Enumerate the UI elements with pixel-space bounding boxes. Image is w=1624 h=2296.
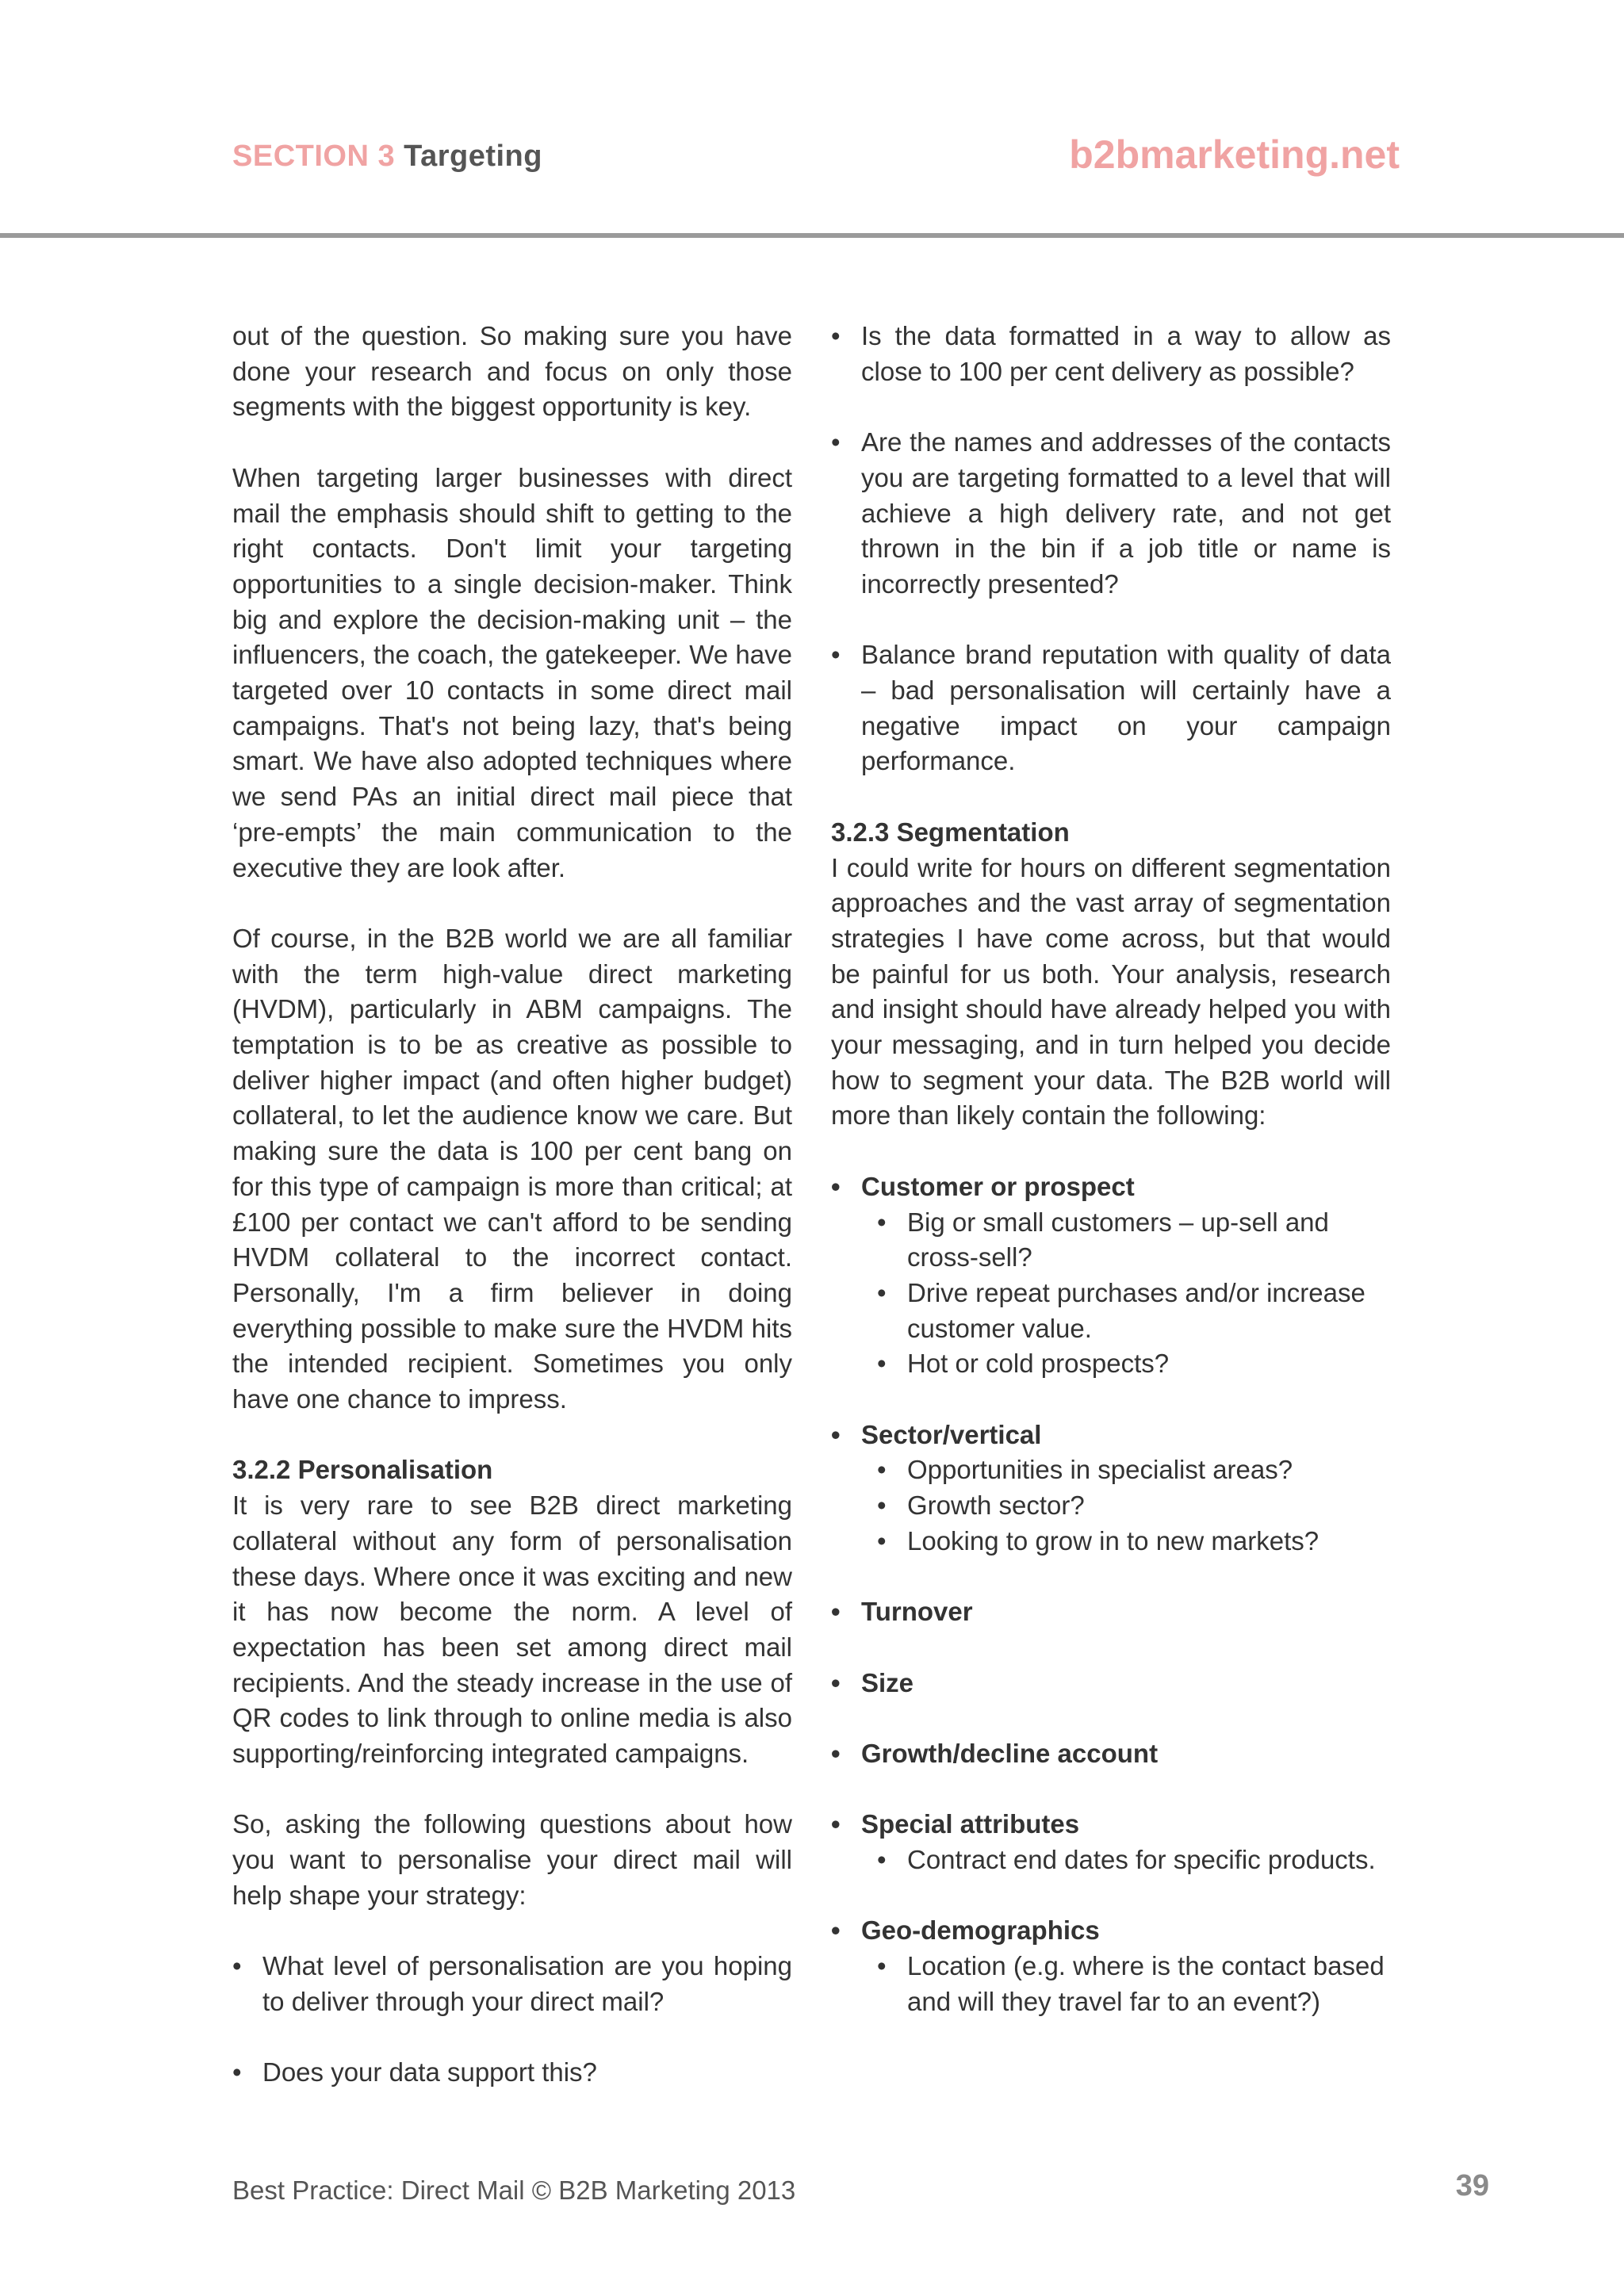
bullet-icon: • (831, 427, 841, 457)
list-item-text: Does your data support this? (262, 2057, 597, 2087)
footer-credit: Best Practice: Direct Mail © B2B Marketing 2013 (232, 2175, 796, 2205)
sub-item (877, 1488, 1391, 1524)
site-name: b2bmarketing.net (1069, 132, 1400, 177)
bullet-icon: • (831, 1171, 841, 1201)
sub-item-text: Contract end dates for specific products. (907, 1845, 1376, 1875)
segment-title: Sector/vertical (861, 1419, 1042, 1449)
bullet-icon: • (877, 1207, 887, 1237)
segment-item (831, 1913, 1391, 2019)
segment-item (831, 1807, 1391, 1877)
list-item (831, 637, 1391, 779)
segment-title: Customer or prospect (861, 1171, 1135, 1201)
segment-item (831, 1418, 1391, 1559)
sub-item-text: Big or small customers – up-sell and cross-sell? (907, 1207, 1329, 1272)
list-item-text: Are the names and addresses of the contacts you are targeting formatted to a level that will achieve a high delivery rate, and not get thrown in the bin if a job title or name is incorrectly presented? (861, 427, 1391, 599)
bullet-icon: • (831, 1739, 841, 1768)
segment-sublist (861, 1205, 1391, 1383)
paragraph: I could write for hours on different segmentation approaches and the vast array of segmentation strategies I have come across, but that would be painful for us both. Your analysis, research and insight should have already helped you with your messaging, and in turn helped you decide how to segment your data. The B2B world will more than likely contain the following: (831, 852, 1391, 1131)
bullet-icon: • (831, 1915, 841, 1946)
sub-item (877, 1843, 1391, 1878)
paragraph: So, asking the following questions about how you want to personalise your direct mail will help shape your strategy: (232, 1809, 792, 1910)
heading-personalisation: 3.2.2 Personalisation (232, 1455, 493, 1485)
list-item (831, 425, 1391, 603)
segment-item (831, 1594, 1391, 1630)
segment-sublist (861, 1949, 1391, 2019)
bullet-icon: • (232, 1951, 242, 1981)
sub-item-text: Location (e.g. where is the contact based and will they travel far to an event?) (907, 1951, 1385, 2016)
segment-item (831, 1736, 1391, 1772)
list-item (232, 2055, 792, 2091)
paragraph: out of the question. So making sure you have done your research and focus on only those segments with the biggest opportunity is key. (232, 321, 792, 422)
section-title: Targeting (404, 140, 542, 173)
sub-item (877, 1276, 1391, 1346)
sub-item (877, 1346, 1391, 1382)
sub-item-text: Hot or cold prospects? (907, 1349, 1170, 1379)
bullet-icon: • (831, 1667, 841, 1697)
sub-item-text: Opportunities in specialist areas? (907, 1455, 1293, 1485)
segment-title: Size (861, 1667, 914, 1697)
bullet-icon: • (877, 1525, 887, 1556)
bullet-icon: • (831, 1419, 841, 1449)
bullet-icon: • (831, 640, 841, 670)
segment-item (831, 1169, 1391, 1382)
bullet-icon: • (877, 1951, 887, 1981)
segment-title: Turnover (861, 1597, 973, 1627)
paragraph: When targeting larger businesses with direct mail the emphasis should shift to getting to the right contacts. Don't limit your targeting opportunities to a single decision-maker. Think big and explore the decision-making unit – the influencers, the coach, the gatekeeper. We have targeted over 10 contacts in some direct mail campaigns. That's not being lazy, that's being smart. We have also adopted techniques where we send PAs an initial direct mail piece that ‘pre-empts’ the main communication to the executive they are look after. (232, 462, 792, 882)
bullet-icon: • (831, 1809, 841, 1839)
segment-sublist (861, 1452, 1391, 1559)
segment-title: Geo-demographics (861, 1915, 1100, 1946)
list-item-text: Balance brand reputation with quality of data – bad personalisation will certainly have a negative impact on your campaign performance. (861, 640, 1391, 776)
sub-item (877, 1949, 1391, 2019)
sub-item (877, 1524, 1391, 1559)
sub-item (877, 1205, 1391, 1276)
segment-list (831, 1169, 1391, 2020)
bullet-icon: • (877, 1490, 887, 1521)
bullet-icon: • (877, 1277, 887, 1307)
page-header (0, 0, 1624, 235)
segment-item (831, 1666, 1391, 1701)
section-label (232, 140, 542, 174)
segment-title: Growth/decline account (861, 1739, 1159, 1768)
bullet-icon: • (877, 1455, 887, 1485)
bullet-icon: • (232, 2057, 242, 2087)
list-item-text: Is the data formatted in a way to allow as close to 100 per cent delivery as possible? (861, 321, 1391, 386)
page-number: 39 (1455, 2169, 1489, 2202)
sub-item-text: Growth sector? (907, 1490, 1085, 1521)
list-item (831, 319, 1391, 389)
sub-item-text: Drive repeat purchases and/or increase customer value. (907, 1277, 1365, 1343)
bullet-icon: • (877, 1349, 887, 1379)
paragraph: It is very rare to see B2B direct marketing collateral without any form of personalisation these days. Where once it was exciting and new it has now become the norm. A level of expectation has been set among direct mail recipients. And the steady increase in the use of QR codes to link through to online media is also supporting/reinforcing integrated campaigns. (232, 1490, 792, 1769)
paragraph: Of course, in the B2B world we are all familiar with the term high-value direct marketing (HVDM), particularly in ABM campaigns. The temptation is to be as creative as possible to deliver higher impact (and often higher budget) collateral, to let the audience know we care. But making sure the data is 100 per cent bang on for this type of campaign is more than critical; at £100 per contact we can't afford to be sending HVDM collateral to the incorrect contact. Personally, I'm a firm believer in doing everything possible to make sure the HVDM hits the intended recipient. Sometimes you only have one chance to impress. (232, 923, 792, 1414)
list-item-text: What level of personalisation are you hoping to deliver through your direct mail? (262, 1951, 792, 2016)
header-divider (0, 233, 1624, 238)
heading-segmentation: 3.2.3 Segmentation (831, 817, 1070, 847)
data-questions (831, 319, 1391, 779)
bullet-icon: • (877, 1845, 887, 1875)
section-number: SECTION 3 (232, 140, 396, 173)
personalisation-questions (232, 1949, 792, 2091)
segment-sublist (861, 1843, 1391, 1878)
sub-item-text: Looking to grow in to new markets? (907, 1525, 1320, 1556)
sub-item (877, 1452, 1391, 1488)
left-column (232, 319, 792, 2126)
segment-title: Special attributes (861, 1809, 1080, 1839)
right-column (831, 319, 1391, 2055)
bullet-icon: • (831, 321, 841, 350)
bullet-icon: • (831, 1597, 841, 1627)
list-item (232, 1949, 792, 2019)
